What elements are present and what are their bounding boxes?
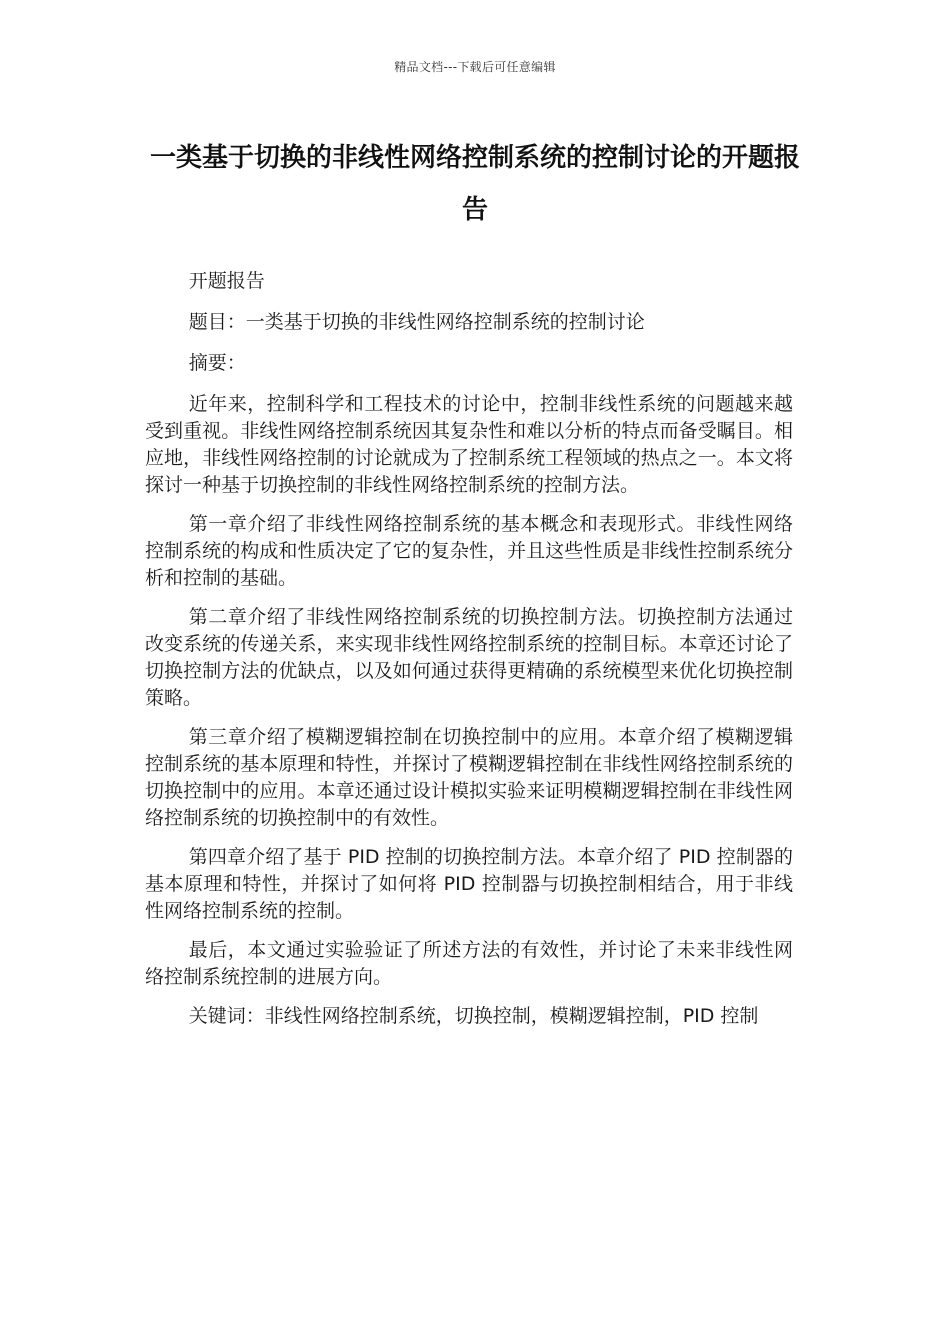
paragraph-intro: 近年来，控制科学和工程技术的讨论中，控制非线性系统的问题越来越受到重视。非线性网络控制系统因其复杂性和难以分析的特点而备受瞩目。相应地，非线性网络控制的讨论就成为了控制系统工程领域的热点之一。本文将探讨一种基于切换控制的非线性网络控制系统的控制方法。 (145, 393, 793, 496)
abstract-label: 摘要： (188, 352, 246, 374)
section-label: 开题报告 (188, 270, 265, 292)
paragraph-chapter-2: 第二章介绍了非线性网络控制系统的切换控制方法。切换控制方法通过改变系统的传递关系，来实现非线性网络控制系统的控制目标。本章还讨论了切换控制方法的优缺点，以及如何通过获得更精确的系统模型来优化切换控制策略。 (145, 606, 793, 709)
paragraph-conclusion: 最后，本文通过实验验证了所述方法的有效性，并讨论了未来非线性网络控制系统控制的进展方向。 (145, 939, 793, 988)
document-body (145, 268, 793, 1042)
paragraph-chapter-3: 第三章介绍了模糊逻辑控制在切换控制中的应用。本章介绍了模糊逻辑控制系统的基本原理和特性，并探讨了模糊逻辑控制在非线性网络控制系统的切换控制中的应用。本章还通过设计模拟实验来证明模糊逻辑控制在非线性网络控制系统的切换控制中的有效性。 (145, 726, 793, 829)
header-note: 精品文档---下载后可任意编辑 (394, 60, 556, 74)
document-title: 一类基于切换的非线性网络控制系统的控制讨论的开题报告 (149, 143, 800, 225)
keywords-line: 关键词：非线性网络控制系统，切换控制，模糊逻辑控制，PID 控制 (188, 1005, 759, 1027)
topic-line: 题目：一类基于切换的非线性网络控制系统的控制讨论 (188, 311, 645, 333)
paragraph-chapter-1: 第一章介绍了非线性网络控制系统的基本概念和表现形式。非线性网络控制系统的构成和性质决定了它的复杂性，并且这些性质是非线性控制系统分析和控制的基础。 (145, 513, 793, 589)
paragraph-chapter-4: 第四章介绍了基于 PID 控制的切换控制方法。本章介绍了 PID 控制器的基本原理和特性，并探讨了如何将 PID 控制器与切换控制相结合，用于非线性网络控制系统的控制。 (145, 846, 793, 922)
